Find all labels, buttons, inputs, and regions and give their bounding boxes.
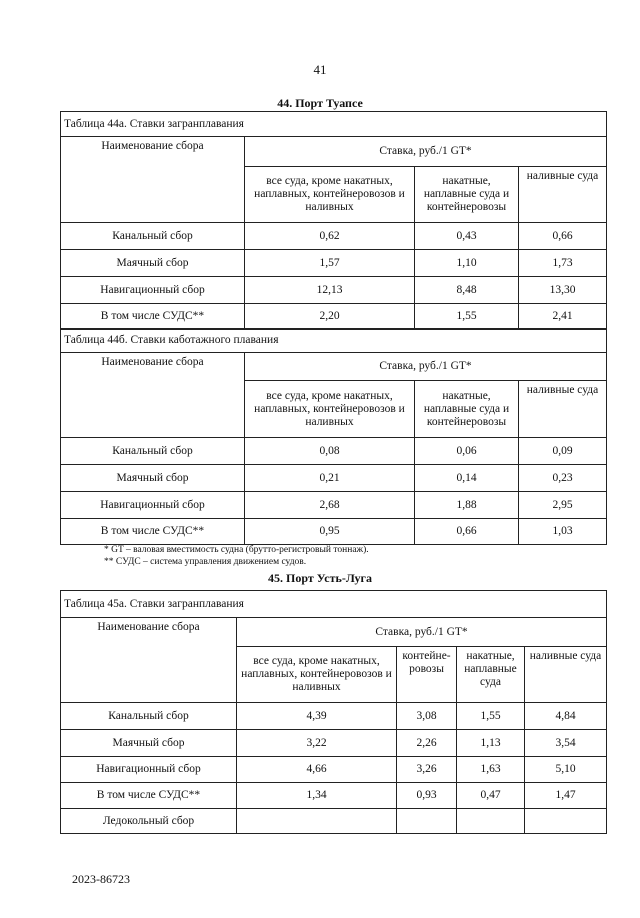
cell-value: 0,09 [519, 438, 607, 465]
name-header: Наименование сбора [61, 353, 245, 438]
cell-value: 1,10 [415, 250, 519, 277]
cell-value: 1,47 [525, 783, 607, 809]
table-44a [60, 111, 607, 330]
cell-value: 0,08 [245, 438, 415, 465]
cell-value: 0,47 [457, 783, 525, 809]
column-header: контейне-ровозы [397, 647, 457, 703]
row-name: Навигационный сбор [61, 757, 237, 783]
column-header: накатные, наплавные суда [457, 647, 525, 703]
column-header: все суда, кроме накатных, наплавных, контейнеровозов и наливных [245, 167, 415, 223]
cell-value: 0,66 [519, 223, 607, 250]
table-row [61, 438, 607, 465]
rate-header: Ставка, руб./1 GT* [245, 353, 607, 381]
cell-value: 0,95 [245, 519, 415, 545]
cell-value: 0,66 [415, 519, 519, 545]
cell-value: 2,68 [245, 492, 415, 519]
footnote-suds: ** СУДС – система управления движением судов. [104, 557, 307, 567]
table-45a [60, 590, 607, 834]
cell-value: 4,84 [525, 703, 607, 730]
table-row [61, 809, 607, 834]
cell-value: 1,55 [457, 703, 525, 730]
column-header: наливные суда [519, 167, 607, 223]
row-name: Маячный сбор [61, 465, 245, 492]
table-row [61, 304, 607, 330]
cell-value: 1,88 [415, 492, 519, 519]
table-row [61, 492, 607, 519]
name-header: Наименование сбора [61, 137, 245, 223]
table-row [61, 250, 607, 277]
cell-value [457, 809, 525, 834]
table-row [61, 519, 607, 545]
cell-value: 4,39 [237, 703, 397, 730]
cell-value [237, 809, 397, 834]
cell-value: 1,73 [519, 250, 607, 277]
cell-value: 5,10 [525, 757, 607, 783]
rate-header: Ставка, руб./1 GT* [245, 137, 607, 167]
cell-value: 2,41 [519, 304, 607, 330]
table-row [61, 465, 607, 492]
column-header: все суда, кроме накатных, наплавных, контейнеровозов и наливных [237, 647, 397, 703]
section-heading-ust-luga: 45. Порт Усть-Луга [268, 571, 372, 585]
table-row [61, 757, 607, 783]
row-name: Канальный сбор [61, 703, 237, 730]
row-name: Канальный сбор [61, 223, 245, 250]
page-number: 41 [313, 62, 327, 77]
cell-value: 1,34 [237, 783, 397, 809]
cell-value: 2,95 [519, 492, 607, 519]
column-header: накатные, наплавные суда и контейнеровозы [415, 381, 519, 438]
cell-value: 0,21 [245, 465, 415, 492]
cell-value: 12,13 [245, 277, 415, 304]
cell-value: 8,48 [415, 277, 519, 304]
column-header: накатные, наплавные суда и контейнеровозы [415, 167, 519, 223]
row-name: В том числе СУДС** [61, 783, 237, 809]
row-name: Навигационный сбор [61, 277, 245, 304]
cell-value [525, 809, 607, 834]
table-row [61, 703, 607, 730]
cell-value: 3,08 [397, 703, 457, 730]
column-header: наливные суда [519, 381, 607, 438]
row-name: Навигационный сбор [61, 492, 245, 519]
cell-value: 1,63 [457, 757, 525, 783]
cell-value: 0,23 [519, 465, 607, 492]
table-caption: Таблица 44б. Ставки каботажного плавания [61, 329, 607, 353]
table-44b [60, 328, 607, 545]
cell-value: 2,20 [245, 304, 415, 330]
cell-value: 1,13 [457, 730, 525, 757]
cell-value: 3,54 [525, 730, 607, 757]
section-heading-tuapse: 44. Порт Туапсе [277, 96, 363, 110]
table-caption: Таблица 45а. Ставки загранплавания [61, 591, 607, 618]
row-name: Канальный сбор [61, 438, 245, 465]
cell-value: 1,57 [245, 250, 415, 277]
row-name: Маячный сбор [61, 250, 245, 277]
rate-header: Ставка, руб./1 GT* [237, 618, 607, 647]
row-name: В том числе СУДС** [61, 519, 245, 545]
cell-value: 13,30 [519, 277, 607, 304]
table-caption: Таблица 44а. Ставки загранплавания [61, 112, 607, 137]
cell-value: 1,55 [415, 304, 519, 330]
table-row [61, 277, 607, 304]
cell-value: 4,66 [237, 757, 397, 783]
row-name: Ледокольный сбор [61, 809, 237, 834]
cell-value: 0,06 [415, 438, 519, 465]
row-name: Маячный сбор [61, 730, 237, 757]
cell-value: 0,62 [245, 223, 415, 250]
row-name: В том числе СУДС** [61, 304, 245, 330]
cell-value: 3,26 [397, 757, 457, 783]
cell-value [397, 809, 457, 834]
footnotes [104, 544, 369, 568]
cell-value: 0,14 [415, 465, 519, 492]
table-row [61, 730, 607, 757]
cell-value: 0,93 [397, 783, 457, 809]
cell-value: 2,26 [397, 730, 457, 757]
column-header: все суда, кроме накатных, наплавных, контейнеровозов и наливных [245, 381, 415, 438]
cell-value: 3,22 [237, 730, 397, 757]
document-number: 2023-86723 [72, 872, 130, 886]
name-header: Наименование сбора [61, 618, 237, 703]
table-row [61, 223, 607, 250]
table-row [61, 783, 607, 809]
footnote-gt: * GT – валовая вместимость судна (брутто-регистровый тоннаж). [104, 545, 369, 555]
cell-value: 1,03 [519, 519, 607, 545]
cell-value: 0,43 [415, 223, 519, 250]
column-header: наливные суда [525, 647, 607, 703]
